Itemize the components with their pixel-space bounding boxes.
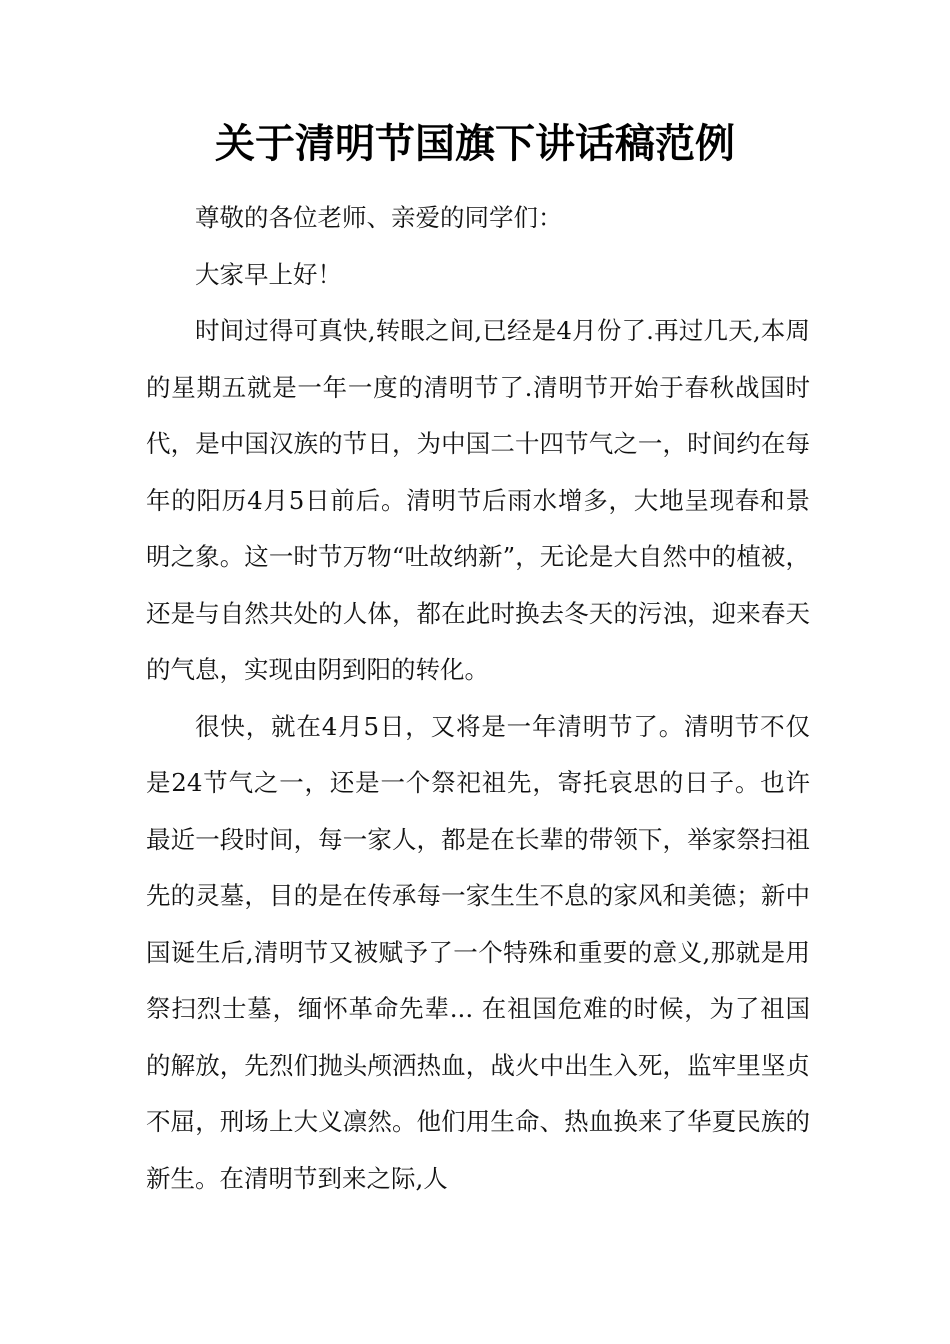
document-title: 关于清明节国旗下讲话稿范例	[215, 120, 735, 167]
paragraph-greeting: 大家早上好！	[195, 259, 342, 289]
paragraph-remembrance: 很快，就在4月5日，又将是一年清明节了。清明节不仅是24节气之一，还是一个祭祀祖先，寄托哀思的日子。也许最近一段时间，每一家人，都是在长辈的带领下，举家祭扫祖先的灵墓，目的是在传承每一家生生不息的家风和美德；新中国诞生后,清明节又被赋予了一个特殊和重要的意义,那就是用祭扫烈士墓，缅怀革命先辈... 在祖国危难的时候，为了祖国的解放，先烈们抛头颅洒热血，战火中出生入死，监牢里坚贞不屈，刑场上大义凛然。他们用生命、热血换来了华夏民族的新生。在清明节到来之际,人	[146, 711, 810, 1193]
document-body	[146, 190, 810, 1207]
paragraph-qingming-intro: 时间过得可真快,转眼之间,已经是4月份了.再过几天,本周的星期五就是一年一度的清明节了.清明节开始于春秋战国时代，是中国汉族的节日，为中国二十四节气之一，时间约在每年的阳历4月5日前后。清明节后雨水增多，大地呈现春和景明之象。这一时节万物“吐故纳新”，无论是大自然中的植被，还是与自然共处的人体，都在此时换去冬天的污浊，迎来春天的气息，实现由阴到阳的转化。	[146, 316, 810, 684]
paragraph-salutation: 尊敬的各位老师、亲爱的同学们：	[195, 203, 563, 232]
